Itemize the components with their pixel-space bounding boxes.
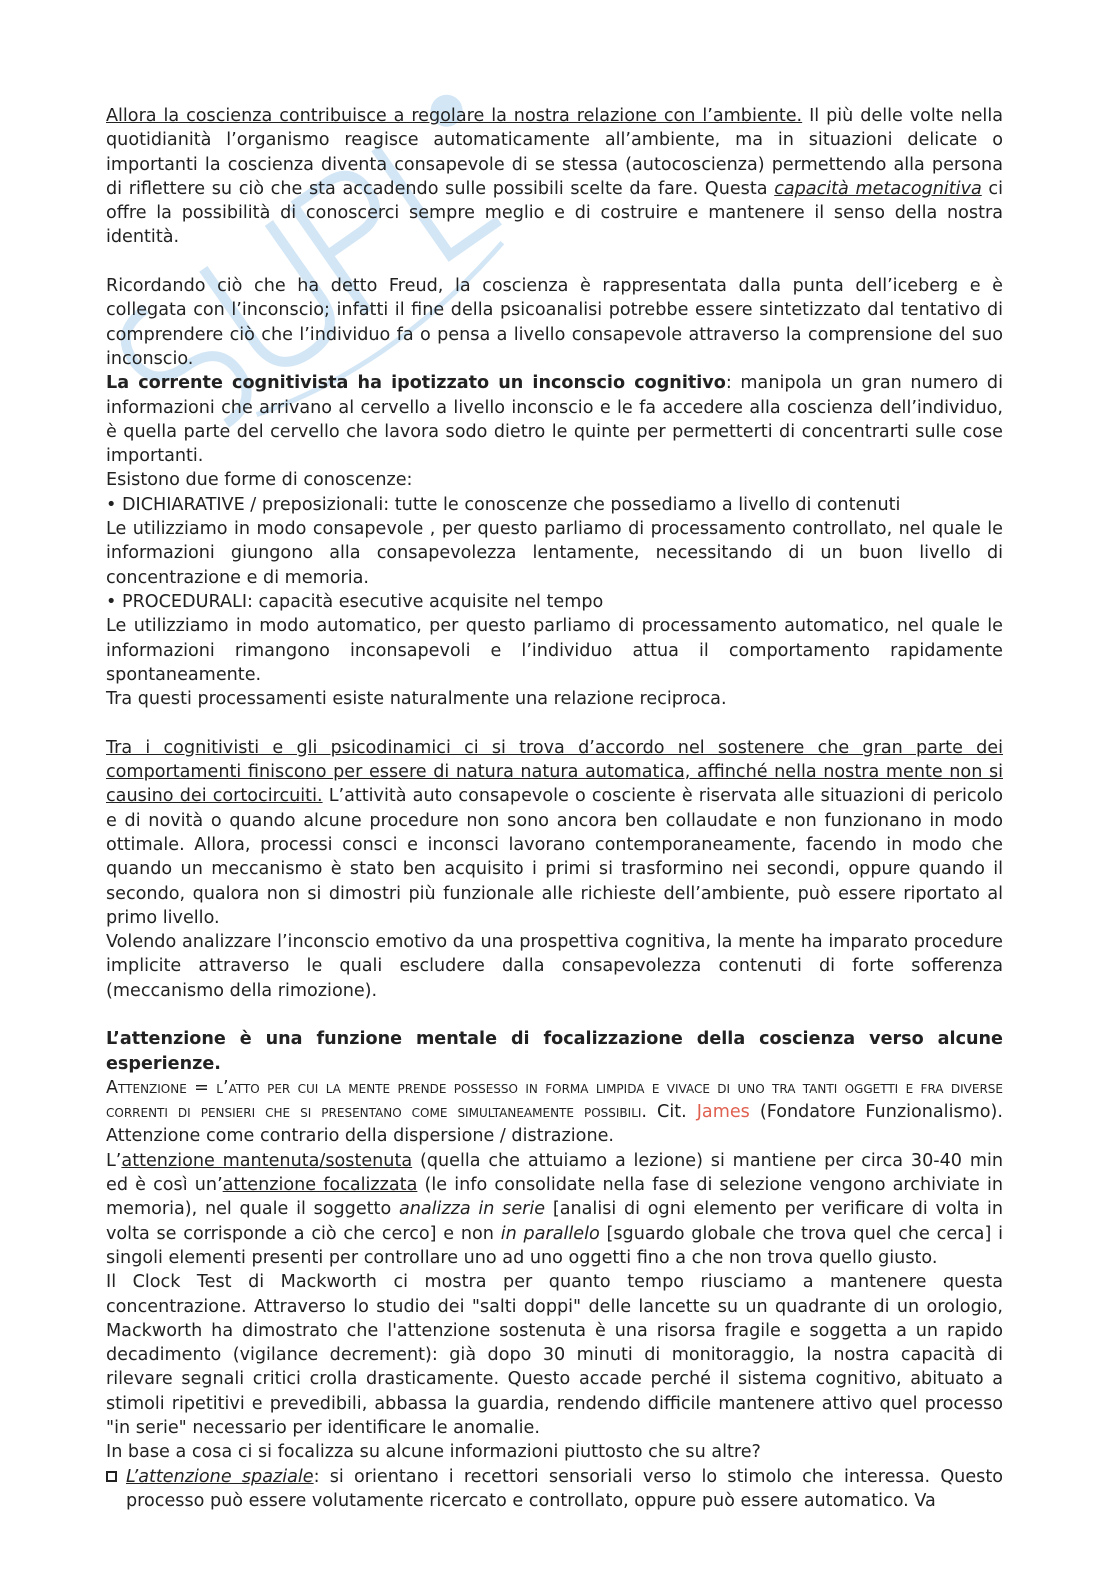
paragraph: Attenzione = l’atto per cui la mente prende possesso in forma limpida e vivace di uno tra tanti oggetti e fra diverse correnti di pensieri che si presentano come simultaneamente possibili. Cit. James (Fondatore Funzionalismo). Attenzione come contrario della dispersione / distrazione. xyxy=(106,1077,1003,1147)
list-item: L’attenzione spaziale: si orientano i recettori sensoriali verso lo stimolo che interessa. Questo processo può essere volutamente ricercato e controllato, oppure può essere automatico. Va xyxy=(106,1465,1003,1514)
paragraph: Allora la coscienza contribuisce a regolare la nostra relazione con l’ambiente. Il più delle volte nella quotidianità l’organismo reagisce automaticamente all’ambiente, ma in situazioni delicate o importanti la coscienza diventa consapevole di se stessa (autocoscienza) permettendo alla persona di riflettere su ciò che sta accadendo sulle possibili scelte da fare. Questa capacità metacognitiva ci offre la possibilità di conoscerci sempre meglio e di costruire e mantenere il senso della nostra identità. xyxy=(106,106,1003,248)
paragraph: L’attenzione mantenuta/sostenuta (quella che attuiamo a lezione) si mantiene per circa 30-40 min ed è così un’attenzione focalizzata (le info consolidate nella fase di selezione vengono archiviate in memoria), nel quale il soggetto analizza in serie [analisi di ogni elemento per verificare di volta in volta se corrisponde a ciò che cerco] e non in parallelo [sguardo globale che trova quel che cerca] i singoli elementi presenti per controllare uno ad uno oggetti fino a che non trova quello giusto. xyxy=(106,1150,1004,1268)
paragraph: Volendo analizzare l’inconscio emotivo da una prospettiva cognitiva, la mente ha imparato procedure implicite attraverso le quali escludere dalla consapevolezza contenuti di forte sofferenza (meccanismo della rimozione). xyxy=(106,932,1003,1001)
paragraph: In base a cosa ci si focalizza su alcune informazioni piuttosto che su altre? xyxy=(106,1442,761,1463)
document-body xyxy=(106,104,1003,1513)
author-name: James xyxy=(696,1102,750,1123)
paragraph: Tra questi processamenti esiste naturalmente una relazione reciproca. xyxy=(106,689,727,710)
list-item: • PROCEDURALI: capacità esecutive acquisite nel tempo xyxy=(106,591,604,612)
paragraph: Esistono due forme di conoscenze: xyxy=(106,470,413,491)
paragraph: Le utilizziamo in modo automatico, per questo parliamo di processamento automatico, nel quale le informazioni rimangono inconsapevoli e l’individuo attua il comportamento rapidamente spontaneamente. xyxy=(106,616,1003,685)
paragraph: Tra i cognitivisti e gli psicodinamici ci si trova d’accordo nel sostenere che gran parte dei comportamenti finiscono per essere di natura natura automatica, affinché nella nostra mente non si causino dei cortocircuiti. L’attività auto consapevole o cosciente è riservata alle situazioni di pericolo e di novità o quando alcune procedure non sono ancora ben collaudate e non funzionano in modo ottimale. Allora, processi consci e inconsci lavorano contemporaneamente, facendo in modo che quando un meccanismo è stato ben acquisito i primi si trasformino nei secondi, oppure quando il secondo, qualora non si dimostri più funzionale alle richieste dell’ambiente, può essere riportato al primo livello. xyxy=(106,737,1003,928)
section-heading: L’attenzione è una funzione mentale di focalizzazione della coscienza verso alcune esperienze. xyxy=(106,1029,1003,1074)
paragraph: La corrente cognitivista ha ipotizzato un inconscio cognitivo: manipola un gran numero di informazioni che arrivano al cervello a livello inconscio e le fa accedere alla coscienza dell’individuo, è quella parte del cervello che lavora sodo dietro le quinte per permetterti di concentrarti sulle cose importanti. xyxy=(106,373,1003,467)
checkbox-bullet-icon xyxy=(106,1471,117,1482)
paragraph: Le utilizziamo in modo consapevole , per questo parliamo di processamento controllato, nel quale le informazioni giungono alla consapevolezza lentamente, necessitando di un buon livello di concentrazione e di memoria. xyxy=(106,519,1003,588)
paragraph: Ricordando ciò che ha detto Freud, la coscienza è rappresentata dalla punta dell’iceberg e è collegata con l’inconscio; infatti il fine della psicoanalisi potrebbe essere sintetizzato dal tentativo di comprendere ciò che l’individuo fa o pensa a livello consapevole attraverso la comprensione del suo inconscio. xyxy=(106,276,1003,369)
paragraph: Il Clock Test di Mackworth ci mostra per quanto tempo riusciamo a mantenere questa concentrazione. Attraverso lo studio dei "salti doppi" delle lancette su un quadrante di un orologio, Mackworth ha dimostrato che l'attenzione sostenuta è una risorsa fragile e soggetta a un rapido decadimento (vigilance decrement): già dopo 30 minuti di monitoraggio, la nostra capacità di rilevare segnali critici crolla drasticamente. Questo accade perché il sistema cognitivo, abituato a stimoli ripetitivi e prevedibili, abbassa la guardia, rendendo difficile mantenere attivo quel processo "in serie" necessario per identificare le anomalie. xyxy=(106,1272,1003,1439)
list-item: • DICHIARATIVE / preposizionali: tutte le conoscenze che possediamo a livello di contenuti xyxy=(106,494,901,515)
